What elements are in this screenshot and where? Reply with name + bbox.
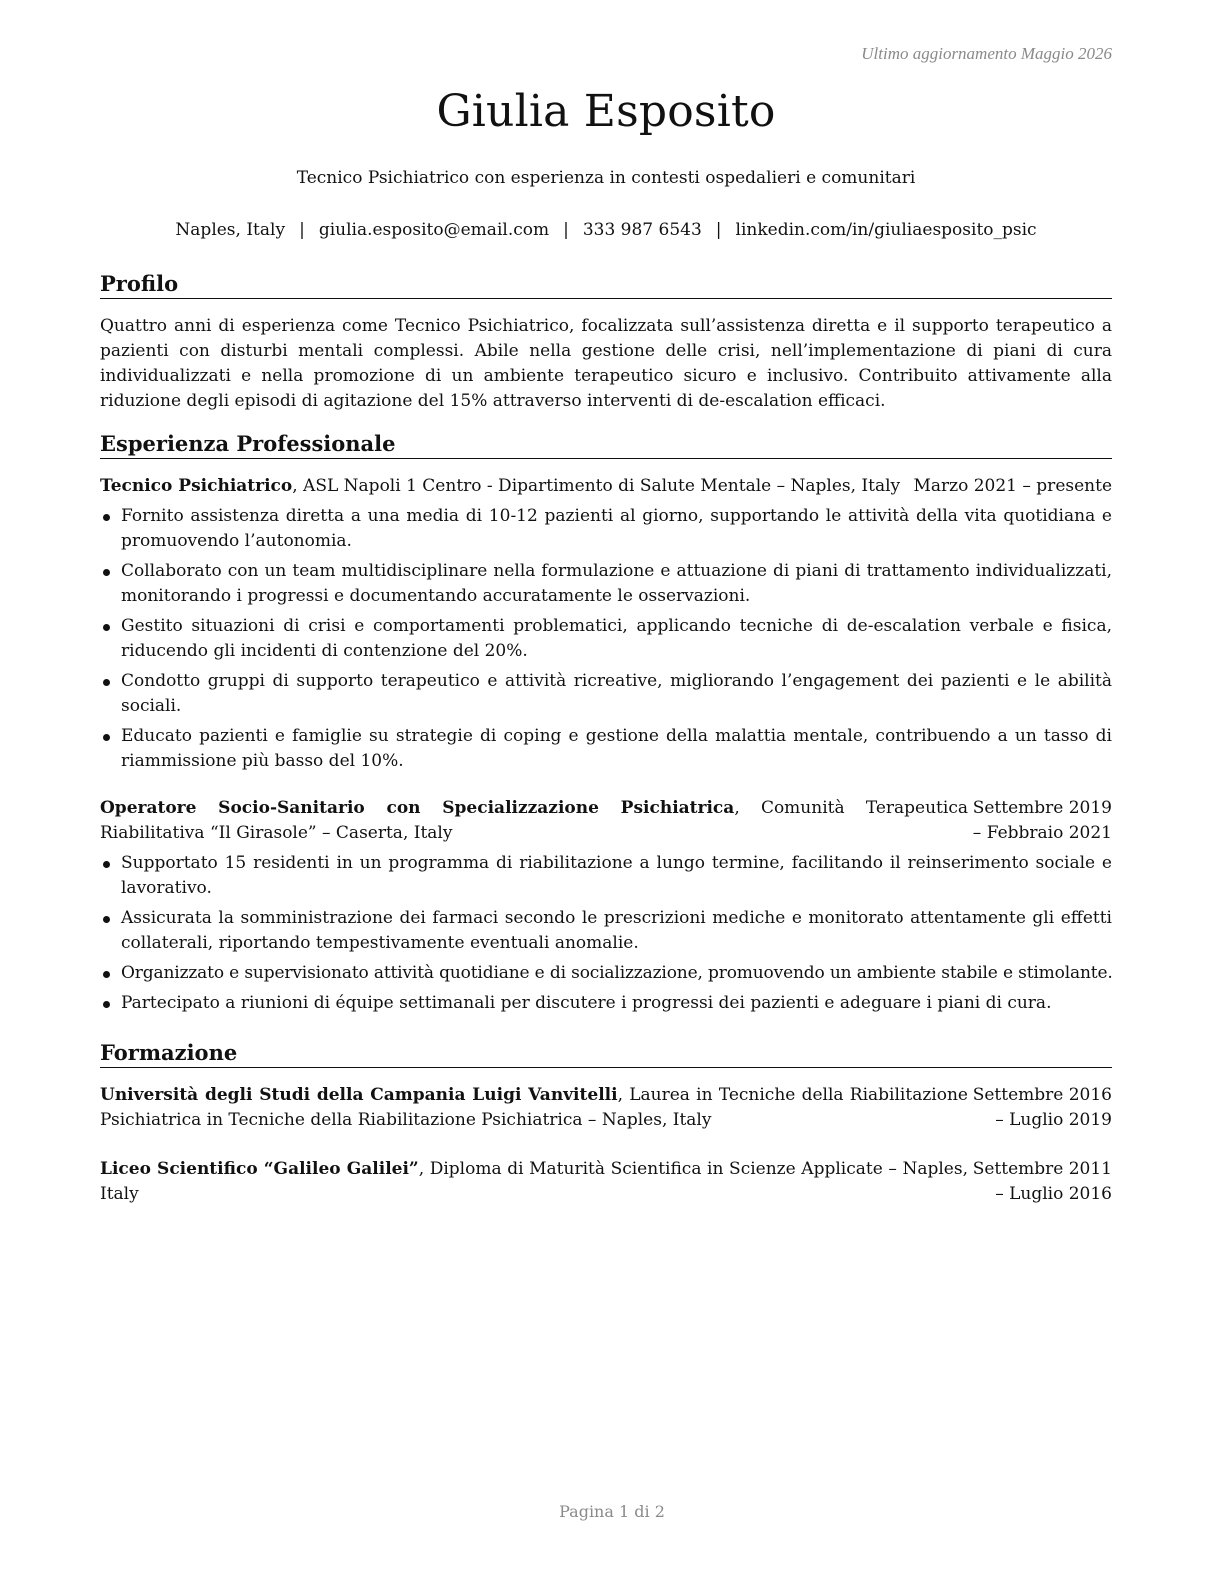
job-role: Tecnico Psichiatrico: [100, 476, 293, 496]
education-entry: [100, 1157, 1112, 1207]
list-item: Condotto gruppi di supporto terapeutico e attività ricreative, migliorando l’engagement dei pazienti e le abilità sociali.: [100, 669, 1112, 719]
section-title-experience: Esperienza Professionale: [100, 431, 1112, 459]
job-organization: , Comunità Terapeutica Riabilitativa “Il Girasole” – Caserta, Italy: [100, 798, 968, 843]
education-detail: , Diploma di Maturità Scientifica in Scienze Applicate – Naples, Italy: [100, 1159, 968, 1204]
job-role: Operatore Socio-Sanitario con Specializzazione Psichiatrica: [100, 798, 735, 818]
page-number: Pagina 1 di 2: [559, 1502, 665, 1521]
education-school: Liceo Scientifico “Galileo Galilei”: [100, 1159, 419, 1179]
job-header: [100, 796, 1112, 846]
education-school: Università degli Studi della Campania Luigi Vanvitelli: [100, 1085, 618, 1105]
list-item: Collaborato con un team multidisciplinare nella formulazione e attuazione di piani di trattamento individualizzati, monitorando i progressi e documentando accuratamente le osservazioni.: [100, 559, 1112, 609]
section-title-education: Formazione: [100, 1040, 1112, 1068]
job-dates: Marzo 2021 – presente: [913, 476, 1112, 496]
contact-line: [100, 220, 1112, 240]
profile-summary: Quattro anni di esperienza come Tecnico Psichiatrico, focalizzata sull’assistenza diretta e il supporto terapeutico a pazienti con disturbi mentali complessi. Abile nella gestione delle crisi, nell’implementazione di piani di cura individualizzati e nella promozione di un ambiente terapeutico sicuro e inclusivo. Contribuito attivamente alla riduzione degli episodi di agitazione del 15% attraverso interventi di de-escalation efficaci.: [100, 316, 1112, 411]
list-item: Fornito assistenza diretta a una media di 10-12 pazienti al giorno, supportando le attività della vita quotidiana e promuovendo l’autonomia.: [100, 504, 1112, 554]
job-header: [100, 474, 1112, 499]
last-updated: Ultimo aggiornamento Maggio 2026: [861, 44, 1112, 63]
list-item: Gestito situazioni di crisi e comportamenti problematici, applicando tecniche di de-escalation verbale e fisica, riducendo gli incidenti di contenzione del 20%.: [100, 614, 1112, 664]
list-item: Organizzato e supervisionato attività quotidiane e di socializzazione, promuovendo un ambiente stabile e stimolante.: [100, 961, 1112, 986]
education-entry: [100, 1083, 1112, 1133]
contact-location: Naples, Italy: [175, 220, 286, 240]
contact-separator: |: [299, 220, 305, 240]
candidate-name: Giulia Esposito: [436, 86, 776, 137]
contact-separator: |: [715, 220, 722, 240]
job-organization: , ASL Napoli 1 Centro - Dipartimento di Salute Mentale – Naples, Italy: [292, 476, 901, 496]
job-dates: Settembre 2019 – Febbraio 2021: [972, 798, 1112, 843]
contact-linkedin[interactable]: linkedin.com/in/giuliaesposito_psic: [735, 220, 1037, 240]
education-detail: , Laurea in Tecniche della Riabilitazione Psichiatrica in Tecniche della Riabilitazione Psichiatrica – Naples, Italy: [100, 1085, 968, 1130]
list-item: Assicurata la somministrazione dei farmaci secondo le prescrizioni mediche e monitorato attentamente gli effetti collaterali, riportando tempestivamente eventuali anomalie.: [100, 906, 1112, 956]
tagline: Tecnico Psichiatrico con esperienza in contesti ospedalieri e comunitari: [296, 168, 916, 188]
contact-separator: |: [563, 220, 569, 240]
contact-email[interactable]: giulia.esposito@email.com: [318, 220, 550, 240]
job-bullets: [100, 851, 1112, 1021]
list-item: Supportato 15 residenti in un programma di riabilitazione a lungo termine, facilitando il reinserimento sociale e lavorativo.: [100, 851, 1112, 901]
list-item: Educato pazienti e famiglie su strategie di coping e gestione della malattia mentale, contribuendo a un tasso di riammissione più basso del 10%.: [100, 724, 1112, 774]
section-title-profile: Profilo: [100, 271, 1112, 299]
education-dates: Settembre 2016 – Luglio 2019: [972, 1085, 1112, 1130]
list-item: Partecipato a riunioni di équipe settimanali per discutere i progressi dei pazienti e adeguare i piani di cura.: [100, 991, 1112, 1016]
job-bullets: [100, 504, 1112, 779]
education-dates: Settembre 2011 – Luglio 2016: [972, 1159, 1112, 1204]
contact-phone[interactable]: 333 987 6543: [582, 220, 702, 240]
